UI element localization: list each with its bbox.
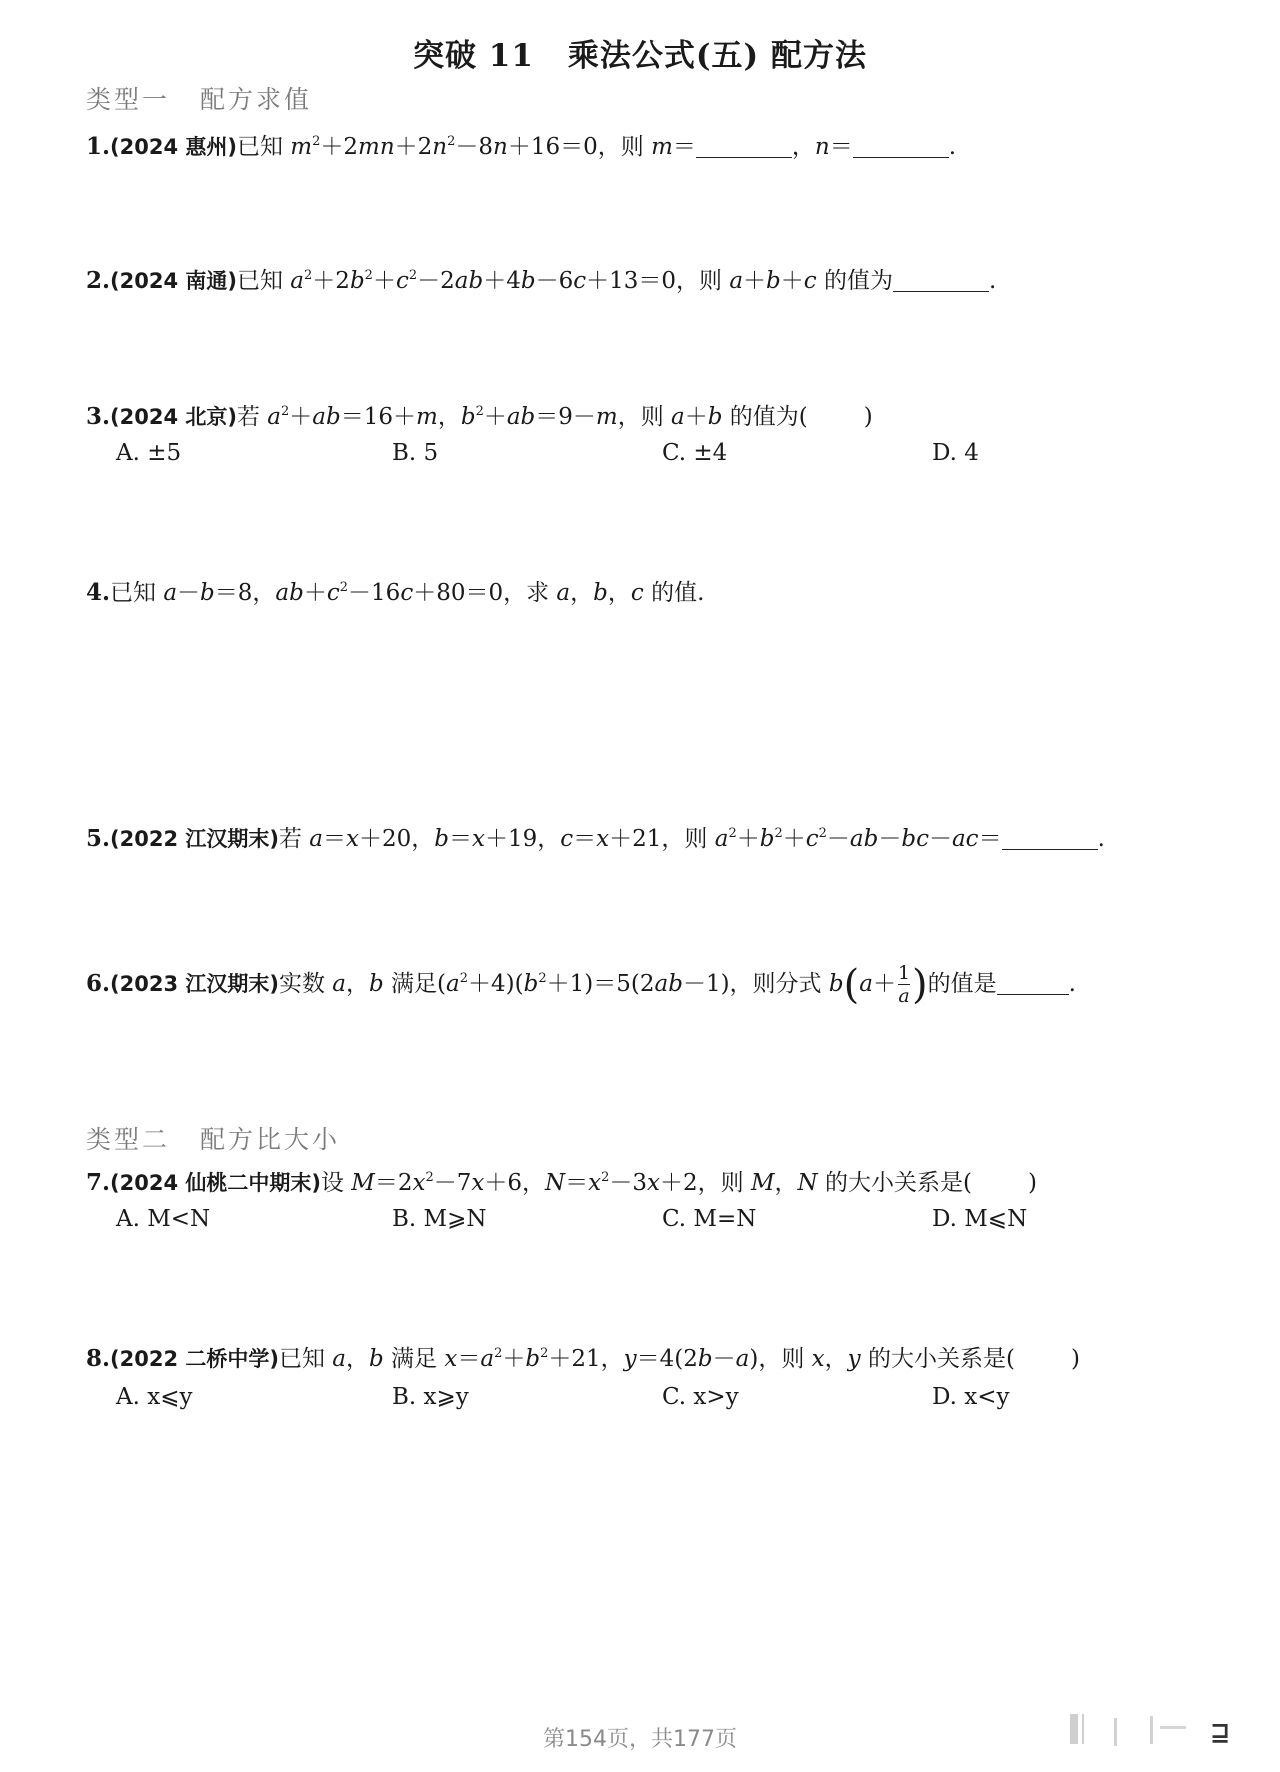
q7-option-a[interactable]: A. M<N (116, 1206, 211, 1232)
q3-option-d[interactable]: D. 4 (932, 440, 979, 466)
q8-option-b[interactable]: B. x⩾y (392, 1384, 469, 1410)
question-2: 2.(2024 南通)已知 $a^2+2b^2+c^2-2ab+4b-6c+13=0$，则 a＋b＋c 的值为 . (86, 267, 997, 294)
q7-option-c[interactable]: C. M=N (662, 1206, 757, 1232)
q8-option-c[interactable]: C. x>y (662, 1384, 739, 1410)
question-1: 1.(2024 惠州)已知 $m^2+2mn+2n^2-8n+16=0$，则 m＝ ，n＝ . (86, 133, 957, 160)
q3-option-c[interactable]: C. ±4 (662, 440, 728, 466)
answer-blank[interactable] (997, 993, 1069, 995)
q3-option-b[interactable]: B. 5 (392, 440, 439, 466)
svg-text:⊒: ⊒ (1210, 1718, 1231, 1746)
answer-blank[interactable] (1002, 848, 1098, 850)
title-number: 突破 11 (412, 38, 534, 74)
q8-option-a[interactable]: A. x⩽y (116, 1384, 193, 1410)
page-title (0, 30, 1280, 75)
question-3: 3.(2024 北京)若 $a^2+ab=16+m$，$b^2+ab=9-m$，则 a＋b 的值为( ) (86, 403, 873, 430)
q7-option-d[interactable]: D. M⩽N (932, 1206, 1028, 1232)
toolbar-glyphs-icon (1060, 1712, 1250, 1752)
question-7: 7.(2024 仙桃二中期末)设 $M=2x^2-7x+6$，$N=x^2-3x+2$，则 M，N 的大小关系是( ) (86, 1169, 1037, 1196)
section-heading-type2: 类型二 配方比大小 (86, 1125, 341, 1154)
question-5: 5.(2022 江汉期末)若 a＝x＋20，b＝x＋19，c＝x＋21，则 $a^2+b^2+c^2-ab-bc-ac=$ . (86, 825, 1105, 852)
q7-option-b[interactable]: B. M⩾N (392, 1206, 487, 1232)
q8-option-d[interactable]: D. x<y (932, 1384, 1010, 1410)
q3-option-a[interactable]: A. ±5 (116, 440, 182, 466)
title-text: 乘法公式(五) 配方法 (567, 38, 868, 74)
question-8: 8.(2022 二桥中学)已知 a，b 满足 $x=a^2+b^2+21$，y＝4(2b－a)，则 x，y 的大小关系是( ) (86, 1345, 1080, 1372)
question-4: 4.已知 a－b＝8，$ab+c^2-16c+80=0$，求 a，b，c 的值. (86, 579, 705, 606)
section-heading-type1: 类型一 配方求值 (86, 85, 313, 114)
answer-blank-n[interactable] (853, 156, 949, 158)
question-6: 6.(2023 江汉期末)实数 a，b 满足$(a^2+4)(b^2+1)=5(2ab-1)$，则分式 b(a＋ $\frac{1}{a}$ )的值是 . (86, 962, 1076, 1008)
page-number-footer: 第154页，共177页 (543, 1727, 737, 1752)
answer-blank[interactable] (893, 290, 989, 292)
answer-blank-m[interactable] (696, 156, 792, 158)
